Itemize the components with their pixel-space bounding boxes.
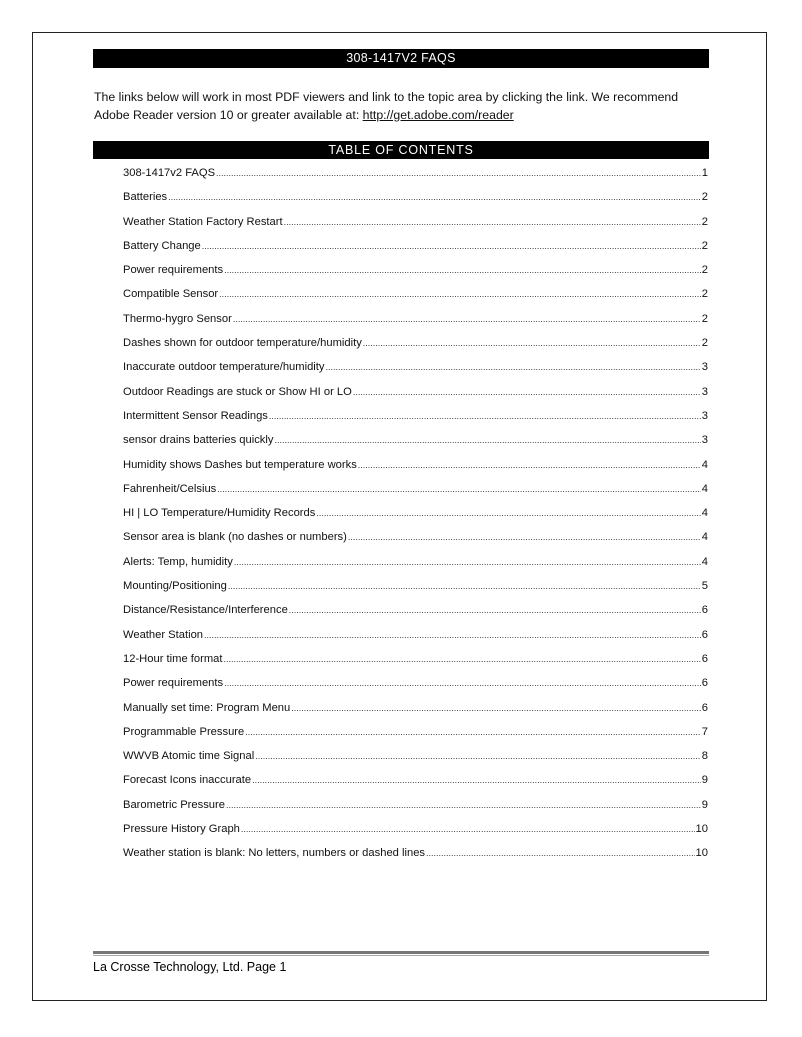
toc-entry[interactable] bbox=[123, 501, 708, 525]
toc-entry-title: Alerts: Temp, humidity bbox=[123, 555, 233, 568]
toc-leader-dots bbox=[224, 258, 701, 282]
toc-entry-page: 1 bbox=[701, 167, 708, 179]
toc-entry[interactable] bbox=[123, 453, 708, 477]
toc-entry-page: 2 bbox=[701, 264, 708, 277]
toc-entry[interactable] bbox=[123, 258, 708, 282]
toc-entry-page: 6 bbox=[701, 604, 708, 617]
toc-entry-title: HI | LO Temperature/Humidity Records bbox=[123, 507, 316, 520]
toc-leader-dots bbox=[223, 647, 700, 671]
toc-entry-page: 4 bbox=[701, 555, 708, 568]
toc-entry-title: Fahrenheit/Celsius bbox=[123, 482, 217, 495]
toc-leader-dots bbox=[348, 525, 701, 549]
toc-entry-title: Forecast Icons inaccurate bbox=[123, 774, 252, 787]
toc-entry[interactable] bbox=[123, 380, 708, 404]
toc-entry-page: 6 bbox=[701, 701, 708, 714]
toc-leader-dots bbox=[269, 404, 701, 428]
toc-entry-title: Inaccurate outdoor temperature/humidity bbox=[123, 361, 325, 374]
toc-entry-page: 3 bbox=[701, 434, 708, 447]
toc-entry[interactable] bbox=[123, 307, 708, 331]
toc-entry[interactable] bbox=[123, 477, 708, 501]
toc-entry[interactable] bbox=[123, 623, 708, 647]
toc-entry-page: 3 bbox=[701, 385, 708, 398]
toc-entry-page: 5 bbox=[701, 580, 708, 593]
table-of-contents bbox=[123, 161, 708, 866]
toc-entry[interactable] bbox=[123, 282, 708, 306]
toc-entry-page: 10 bbox=[695, 847, 708, 860]
toc-entry-page: 2 bbox=[701, 288, 708, 301]
toc-entry[interactable] bbox=[123, 234, 708, 258]
toc-entry[interactable] bbox=[123, 550, 708, 574]
toc-leader-dots bbox=[202, 234, 701, 258]
toc-entry-title: Sensor area is blank (no dashes or numbers) bbox=[123, 531, 347, 544]
toc-entry-page: 10 bbox=[695, 823, 708, 836]
toc-entry-page: 6 bbox=[701, 628, 708, 641]
toc-entry[interactable] bbox=[123, 744, 708, 768]
toc-entry[interactable] bbox=[123, 428, 708, 452]
toc-entry-title: Weather Station bbox=[123, 628, 204, 641]
toc-entry-title: Weather station is blank: No letters, numbers or dashed lines bbox=[123, 847, 426, 860]
toc-entry-page: 9 bbox=[701, 774, 708, 787]
toc-entry-page: 3 bbox=[701, 361, 708, 374]
toc-leader-dots bbox=[284, 210, 701, 234]
toc-entry-title: Mounting/Positioning bbox=[123, 580, 227, 593]
toc-entry-title: Compatible Sensor bbox=[123, 288, 219, 301]
toc-entry[interactable] bbox=[123, 817, 708, 841]
toc-entry-title: Barometric Pressure bbox=[123, 798, 225, 811]
toc-entry-title: Batteries bbox=[123, 191, 168, 204]
toc-entry-title: Power requirements bbox=[123, 677, 224, 690]
toc-entry[interactable] bbox=[123, 598, 708, 622]
toc-entry-page: 2 bbox=[701, 312, 708, 325]
toc-leader-dots bbox=[219, 282, 701, 306]
toc-entry[interactable] bbox=[123, 525, 708, 549]
toc-entry[interactable] bbox=[123, 841, 708, 865]
toc-entry-title: Dashes shown for outdoor temperature/humidity bbox=[123, 337, 362, 350]
toc-entry-title: Outdoor Readings are stuck or Show HI or LO bbox=[123, 385, 352, 398]
toc-entry-page: 4 bbox=[701, 507, 708, 520]
adobe-reader-link[interactable]: http://get.adobe.com/reader bbox=[362, 108, 514, 122]
toc-entry-title: 12-Hour time format bbox=[123, 652, 223, 665]
toc-leader-dots bbox=[168, 185, 701, 209]
toc-leader-dots bbox=[426, 841, 695, 865]
toc-entry-page: 4 bbox=[701, 458, 708, 471]
toc-entry-title: Pressure History Graph bbox=[123, 823, 240, 836]
toc-entry[interactable] bbox=[123, 647, 708, 671]
toc-entry[interactable] bbox=[123, 696, 708, 720]
toc-entry-page: 2 bbox=[701, 337, 708, 350]
toc-entry-page: 6 bbox=[701, 652, 708, 665]
toc-entry-title: Programmable Pressure bbox=[123, 725, 245, 738]
toc-leader-dots bbox=[325, 355, 700, 379]
toc-leader-dots bbox=[217, 477, 700, 501]
toc-leader-dots bbox=[245, 720, 701, 744]
toc-leader-dots bbox=[363, 331, 701, 355]
toc-entry[interactable] bbox=[123, 185, 708, 209]
toc-heading: TABLE OF CONTENTS bbox=[93, 141, 709, 159]
toc-entry[interactable] bbox=[123, 793, 708, 817]
footer-divider-thin bbox=[93, 955, 709, 956]
toc-leader-dots bbox=[291, 696, 701, 720]
toc-leader-dots bbox=[316, 501, 700, 525]
toc-entry-page: 4 bbox=[701, 482, 708, 495]
toc-entry-title: Thermo-hygro Sensor bbox=[123, 312, 232, 325]
toc-leader-dots bbox=[358, 453, 701, 477]
intro-paragraph bbox=[94, 88, 714, 124]
toc-entry-page: 2 bbox=[701, 191, 708, 204]
toc-entry-page: 8 bbox=[701, 750, 708, 763]
toc-leader-dots bbox=[234, 550, 701, 574]
toc-leader-dots bbox=[289, 598, 701, 622]
document-title: 308-1417V2 FAQS bbox=[93, 49, 709, 68]
toc-entry[interactable] bbox=[123, 768, 708, 792]
toc-entry-page: 4 bbox=[701, 531, 708, 544]
toc-leader-dots bbox=[228, 574, 701, 598]
toc-leader-dots bbox=[252, 768, 701, 792]
toc-entry-title: Intermittent Sensor Readings bbox=[123, 409, 268, 422]
toc-leader-dots bbox=[255, 744, 701, 768]
footer-divider bbox=[93, 951, 709, 954]
toc-entry-title: Distance/Resistance/Interference bbox=[123, 604, 288, 617]
toc-entry-title: WWVB Atomic time Signal bbox=[123, 750, 255, 763]
toc-entry-title: Power requirements bbox=[123, 264, 224, 277]
toc-entry[interactable] bbox=[123, 210, 708, 234]
toc-entry-title: Manually set time: Program Menu bbox=[123, 701, 291, 714]
toc-entry[interactable] bbox=[123, 574, 708, 598]
toc-entry-page: 3 bbox=[701, 409, 708, 422]
toc-entry-title: Battery Change bbox=[123, 239, 201, 252]
toc-entry-page: 9 bbox=[701, 798, 708, 811]
toc-leader-dots bbox=[224, 671, 701, 695]
toc-entry[interactable] bbox=[123, 404, 708, 428]
toc-entry-page: 2 bbox=[701, 215, 708, 228]
page-footer: La Crosse Technology, Ltd. Page 1 bbox=[93, 960, 287, 974]
toc-entry[interactable] bbox=[123, 331, 708, 355]
toc-entry[interactable] bbox=[123, 161, 708, 185]
toc-entry[interactable] bbox=[123, 355, 708, 379]
toc-entry[interactable] bbox=[123, 671, 708, 695]
toc-entry-title: 308-1417v2 FAQS bbox=[123, 167, 216, 179]
toc-entry-title: sensor drains batteries quickly bbox=[123, 434, 274, 447]
toc-entry-page: 2 bbox=[701, 239, 708, 252]
toc-entry-page: 6 bbox=[701, 677, 708, 690]
toc-leader-dots bbox=[226, 793, 701, 817]
toc-leader-dots bbox=[353, 380, 701, 404]
toc-leader-dots bbox=[274, 428, 700, 452]
toc-leader-dots bbox=[204, 623, 701, 647]
toc-entry-title: Humidity shows Dashes but temperature works bbox=[123, 458, 357, 471]
toc-leader-dots bbox=[241, 817, 695, 841]
toc-entry[interactable] bbox=[123, 720, 708, 744]
intro-text: The links below will work in most PDF viewers and link to the topic area by clicking the link. We recommend Adobe Reader version 10 or greater available at: bbox=[94, 90, 679, 122]
toc-leader-dots bbox=[216, 161, 701, 185]
toc-leader-dots bbox=[233, 307, 701, 331]
toc-entry-page: 7 bbox=[701, 725, 708, 738]
toc-entry-title: Weather Station Factory Restart bbox=[123, 215, 283, 228]
